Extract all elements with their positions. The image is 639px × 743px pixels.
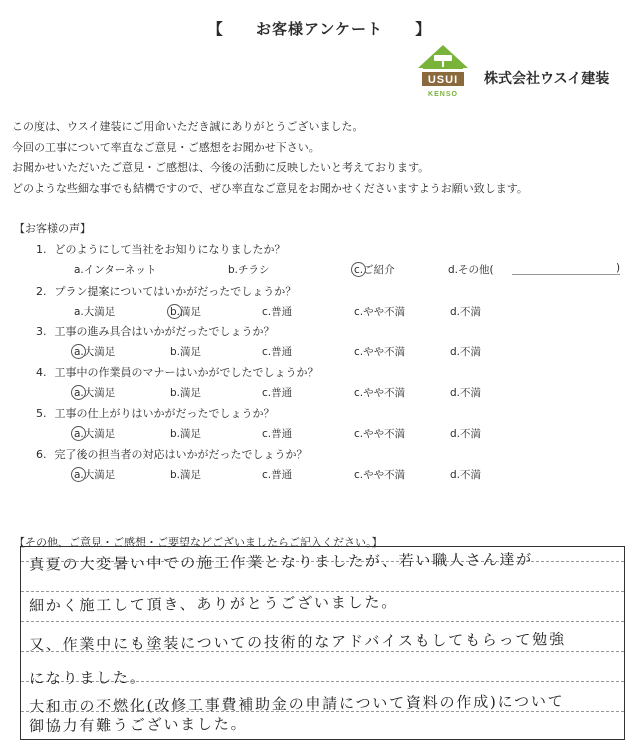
answer-option[interactable]: c.やや不満 (354, 387, 406, 399)
ruled-line (21, 621, 624, 622)
intro-line: 今回の工事について率直なご意見・ご感想をお聞かせ下さい。 (12, 140, 320, 154)
answer-option[interactable]: a.大満足 (74, 428, 116, 440)
question-number: 2. (36, 285, 47, 298)
selected-answer-circle (167, 304, 182, 319)
selected-answer-circle (71, 344, 86, 359)
answer-option[interactable]: c.やや不満 (354, 428, 406, 440)
selected-answer-circle (71, 467, 86, 482)
answer-option[interactable]: d.不満 (450, 428, 482, 440)
question-4 (36, 364, 319, 380)
answer-option[interactable]: b.満足 (170, 428, 202, 440)
handwritten-line: 御協力有難うございました。 (28, 714, 248, 736)
intro-line: お聞かせいただいたご意見・ご感想は、今後の活動に反映したいと考えております。 (12, 161, 430, 174)
answer-option[interactable]: a.大満足 (74, 469, 116, 481)
answer-option[interactable]: d.不満 (450, 469, 482, 481)
question-number: 4. (36, 366, 47, 379)
handwritten-line: 真夏の大変暑い中での施工作業となりましたが、若い職人さん達が (28, 550, 534, 574)
selected-answer-circle (71, 385, 86, 400)
answer-option[interactable]: a.大満足 (74, 306, 116, 318)
answer-option[interactable]: d.不満 (450, 346, 482, 358)
logo-subtext: KENSO (428, 91, 458, 98)
remarks-box[interactable] (20, 546, 625, 740)
intro-line: この度は、ウスイ建装にご用命いただき誠にありがとうございました。 (12, 120, 364, 133)
remarks-heading: 【その他、ご意見・ご感想・ご要望などございましたらご記入ください。】 (14, 536, 383, 549)
survey-title: お客様アンケート (255, 20, 384, 38)
question-5 (36, 405, 275, 421)
survey-title-row (0, 18, 639, 39)
question-3 (36, 323, 275, 339)
selected-answer-circle (71, 426, 86, 441)
intro-line: どのような些細な事でも結構ですので、ぜひ率直なご意見をお聞かせくださいますようお願い致します。 (12, 181, 528, 195)
answer-option[interactable]: d.不満 (450, 306, 482, 318)
handwritten-line: 細かく施工して頂き、ありがとうございました。 (28, 593, 399, 615)
house-roller-icon (414, 42, 472, 100)
question-1 (36, 241, 286, 257)
title-bracket-left: 【 (207, 20, 224, 38)
question-2 (36, 283, 296, 299)
question-text: どのようにして当社をお知りになりましたか？ (54, 243, 286, 256)
answer-option[interactable]: a.大満足 (74, 387, 116, 399)
answer-option[interactable]: c.ご紹介 (354, 264, 395, 276)
selected-answer-circle (351, 262, 366, 277)
question-text: 工事中の作業員のマナーはいかがでしたでしょうか？ (54, 366, 319, 379)
handwritten-line: になりました。 (28, 668, 147, 688)
handwritten-line: 大和市の不燃化(改修工事費補助金の申請について資料の作成)について (28, 692, 565, 716)
logo-text: USUI (427, 74, 459, 86)
question-text: 工事の仕上がりはいかがだったでしょうか？ (54, 407, 275, 420)
answer-option[interactable]: b.満足 (170, 469, 202, 481)
answer-option[interactable]: c.普通 (262, 469, 293, 481)
answer-option[interactable]: c.普通 (262, 428, 293, 440)
answer-option[interactable]: d.その他( (448, 264, 494, 276)
other-write-in-line[interactable] (512, 274, 620, 275)
answer-option[interactable]: b.満足 (170, 346, 202, 358)
answer-option[interactable]: c.普通 (262, 346, 293, 358)
question-number: 3. (36, 325, 47, 338)
question-text: 完了後の担当者の対応はいかがだったでしょうか？ (54, 448, 308, 461)
answer-option[interactable]: d.不満 (450, 387, 482, 399)
question-number: 6. (36, 448, 47, 461)
answer-option[interactable]: c.普通 (262, 306, 293, 318)
answer-option[interactable]: c.やや不満 (354, 346, 406, 358)
intro-text (12, 117, 528, 199)
question-number: 5. (36, 407, 47, 420)
answer-option[interactable]: b.満足 (170, 387, 202, 399)
answer-option[interactable]: c.やや不満 (354, 306, 406, 318)
voice-heading: 【お客様の声】 (14, 222, 91, 235)
question-6 (36, 446, 308, 462)
question-text: プラン提案についてはいかがだったでしょうか？ (54, 285, 297, 298)
company-logo (414, 42, 472, 100)
question-text: 工事の進み具合はいかがだったでしょうか？ (54, 325, 275, 338)
title-bracket-right: 】 (415, 20, 432, 38)
question-number: 1. (36, 243, 47, 256)
answer-option[interactable]: b.チラシ (228, 264, 270, 276)
answer-option[interactable]: a.インターネット (74, 264, 157, 276)
answer-option[interactable]: a.大満足 (74, 346, 116, 358)
answer-option[interactable]: c.普通 (262, 387, 293, 399)
company-name: 株式会社ウスイ建装 (484, 71, 610, 87)
answer-option[interactable]: b.満足 (170, 306, 202, 318)
other-close-paren: ) (616, 262, 621, 274)
answer-option[interactable]: c.やや不満 (354, 469, 406, 481)
handwritten-line: 又、作業中にも塗装についての技術的なアドバイスもしてもらって勉強 (28, 630, 566, 654)
